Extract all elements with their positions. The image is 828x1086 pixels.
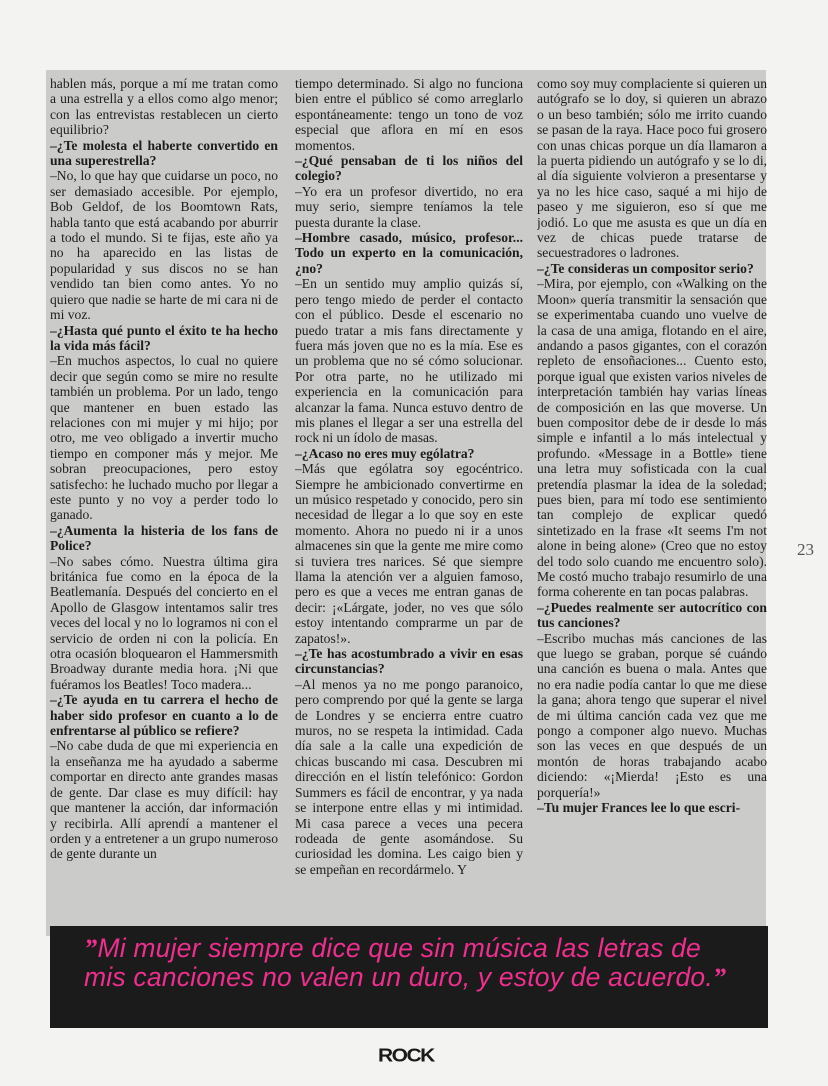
interview-answer: –En un sentido muy amplio quizás sí, pero tengo miedo de perder el contacto con el público. Desde el escenario no puedo tratar a mis fans directamente y fuera más joven que no es la mía. Ese es un problema que no sé cómo solucionar. Por otra parte, no he utilizado mi experiencia en la comunicación para alcanzar la fama. Nunca estuvo dentro de mis planes el llegar a ser una estrella del rock ni un ídolo de masas.: [295, 276, 523, 446]
interview-answer: –Al menos ya no me pongo paranoico, pero comprendo por qué la gente se larga de Londres y se encierra entre cuatro muros, no se respeta la intimidad. Cada día sale a la calle una expedición de chicas buscando mi casa. Descubren mi dirección en el listín telefónico: Gordon Summers es fácil de encontrar, y ya nada se interpone entre ellas y mi intimidad. Mi casa parece a veces una pecera rodeada de gente asomándose. Su curiosidad les domina. Les caigo bien y se empeñan en recordármelo. Y: [295, 676, 523, 877]
interview-answer: –No, lo que hay que cuidarse un poco, no ser demasiado accesible. Por ejemplo, Bob Geldof, de los Boomtown Rats, habla tanto que está acabando por aburrir a todo el mundo. Si te fijas, este año ya no ha aparecido en las listas de popularidad y sus discos no se han vendido tan bien como antes. Yo no quiero que nadie se harte de mi cara ni de mi voz.: [50, 168, 278, 323]
article-column-2: [295, 76, 523, 936]
interview-question: –Hombre casado, músico, profesor... Todo un experto en la comunicación, ¿no?: [295, 230, 523, 276]
pull-quote-close-mark: ”: [712, 962, 727, 992]
interview-answer: como soy muy complaciente si quieren un autógrafo se lo doy, si quieren un abrazo o un beso también; sólo me irrito cuando se pasan de la raya. Hace poco fui grosero con unas chicas porque un día llamaron a la puerta pidiendo un autógrafo y se lo di, al día siguiente volvieron a presentarse y ya no les hice caso, saqué a mi hijo de paseo y me siguieron, eso sí que me jodió. Lo que me asusta es que un día en vez de chicas puede tratarse de secuestradores o ladrones.: [537, 76, 767, 261]
interview-answer: –Escribo muchas más canciones de las que luego se graban, porque sé cuándo una canción es buena o mala. Antes que no era nadie podía cantar lo que me diese la gana; ahora tengo que superar el nivel de mi última canción cada vez que me pongo a componer algo nuevo. Muchas son las veces en que después de un montón de horas trabajando acabo diciendo: «¡Mierda! ¡Esto es una porquería!»: [537, 630, 767, 800]
interview-question: –¿Te molesta el haberte convertido en una superestrella?: [50, 137, 278, 169]
interview-answer: –No cabe duda de que mi experiencia en la enseñanza me ha ayudado a saberme comportar en directo ante grandes masas de gente. Dar clase es muy difícil: hay que mantener la acción, dar información y recibirla. Allí aprendí a mantener el orden y a entretener a un grupo numeroso de gente durante un: [50, 738, 278, 862]
interview-question: –¿Hasta qué punto el éxito te ha hecho la vida más fácil?: [50, 322, 278, 353]
pull-quote-open-mark: ”: [84, 933, 98, 963]
interview-question: –¿Qué pensaban de ti los niños del colegio?: [295, 153, 523, 184]
page-number: 23: [797, 540, 814, 559]
pull-quote-box: [50, 926, 768, 1028]
interview-answer: hablen más, porque a mí me tratan como a una estrella y a ellos como algo menor; con las entrevistas restablecen un cierto equilibrio?: [50, 76, 278, 138]
interview-answer: –En muchos aspectos, lo cual no quiere decir que según como se mire no resulte también un problema. Por un lado, tengo que mantener en buen estado las relaciones con mi mujer y mi hijo; por otro, me veo obligado a invertir mucho tiempo en componer más y mejor. Me sobran preocupaciones, pero estoy satisfecho: he luchado mucho por llegar a este punto y no voy a perder todo lo ganado.: [50, 353, 278, 523]
interview-answer: –Yo era un profesor divertido, no era muy serio, siempre teníamos la tele puesta durante la clase.: [295, 183, 523, 230]
interview-question: –¿Te has acostumbrado a vivir en esas circunstancias?: [295, 646, 523, 677]
interview-question: –Tu mujer Frances lee lo que escri-: [537, 800, 741, 816]
pull-quote-text: Mi mujer siempre dice que sin música las letras de mis canciones no valen un duro, y estoy de acuerdo.: [84, 933, 713, 992]
article-column-1: [50, 76, 278, 936]
interview-question: –¿Te consideras un compositor serio?: [537, 260, 754, 276]
article-column-3: [537, 76, 767, 936]
interview-question: –¿Aumenta la histeria de los fans de Police?: [50, 522, 278, 554]
interview-question: –¿Puedes realmente ser autocrítico con tus canciones?: [537, 599, 767, 631]
interview-answer: tiempo determinado. Si algo no funciona bien entre el público sé como arreglarlo espontáneamente: tengo un tono de voz especial que aflora en mí en esos momentos.: [295, 76, 523, 153]
interview-question: –¿Te ayuda en tu carrera el hecho de haber sido profesor en cuanto a lo de enfrentarse al público se refiere?: [50, 692, 278, 739]
interview-answer: –Mira, por ejemplo, con «Walking on the Moon» quería transmitir la sensación que se experimentaba cuando uno vuelve de la casa de una amiga, flotando en el aire, andando a pasos gigantes, con el corazón repleto de ensoñaciones... Cuento esto, porque igual que existen varios niveles de interpretación también hay varias líneas de composición en las que moverse. Un buen compositor debe de ir desde lo más simple e infantil a lo más intelectual y profundo. «Message in a Bottle» tiene una letra muy sofisticada con la cual pretendía plasmar la idea de la soledad; pues bien, para mí todo ese sentimiento tan complejo de explicar quedó sintetizado en la frase «It seems I'm not alone in being alone» (Creo que no estoy del todo solo cuando me encuentro solo). Me costó mucho trabajo resumirlo de una forma coherente en tan pocas palabras.: [537, 276, 767, 600]
pull-quote: [84, 934, 748, 992]
interview-question: –¿Acaso no eres muy ególatra?: [295, 445, 475, 461]
interview-answer: –Más que ególatra soy egocéntrico. Siempre he ambicionado convertirme en un músico respetado y conocido, pero sin necesidad de llegar a lo que soy en este momento. Ahora no puedo ni ir a unos almacenes sin que la gente me mire como si tuviera tres narices. Sé que siempre llama la atención ver a alguien famoso, pero es que a veces me entran ganas de decir: ¡«Lárgate, joder, no ves que sólo estoy intentando comprarme un par de zapatos!».: [295, 461, 523, 646]
rock-logo: ROCK: [378, 1045, 434, 1066]
interview-answer: –No sabes cómo. Nuestra última gira británica fue como en la época de la Beatlemanía. Después del concierto en el Apollo de Glasgow intentamos salir tres veces del local y no lo logramos ni con el servicio de orden ni con la policía. En otra ocasión bloquearon el Hammersmith Broadway durante media hora. ¡Ni que fuéramos los Beatles! Toco madera...: [50, 553, 278, 692]
